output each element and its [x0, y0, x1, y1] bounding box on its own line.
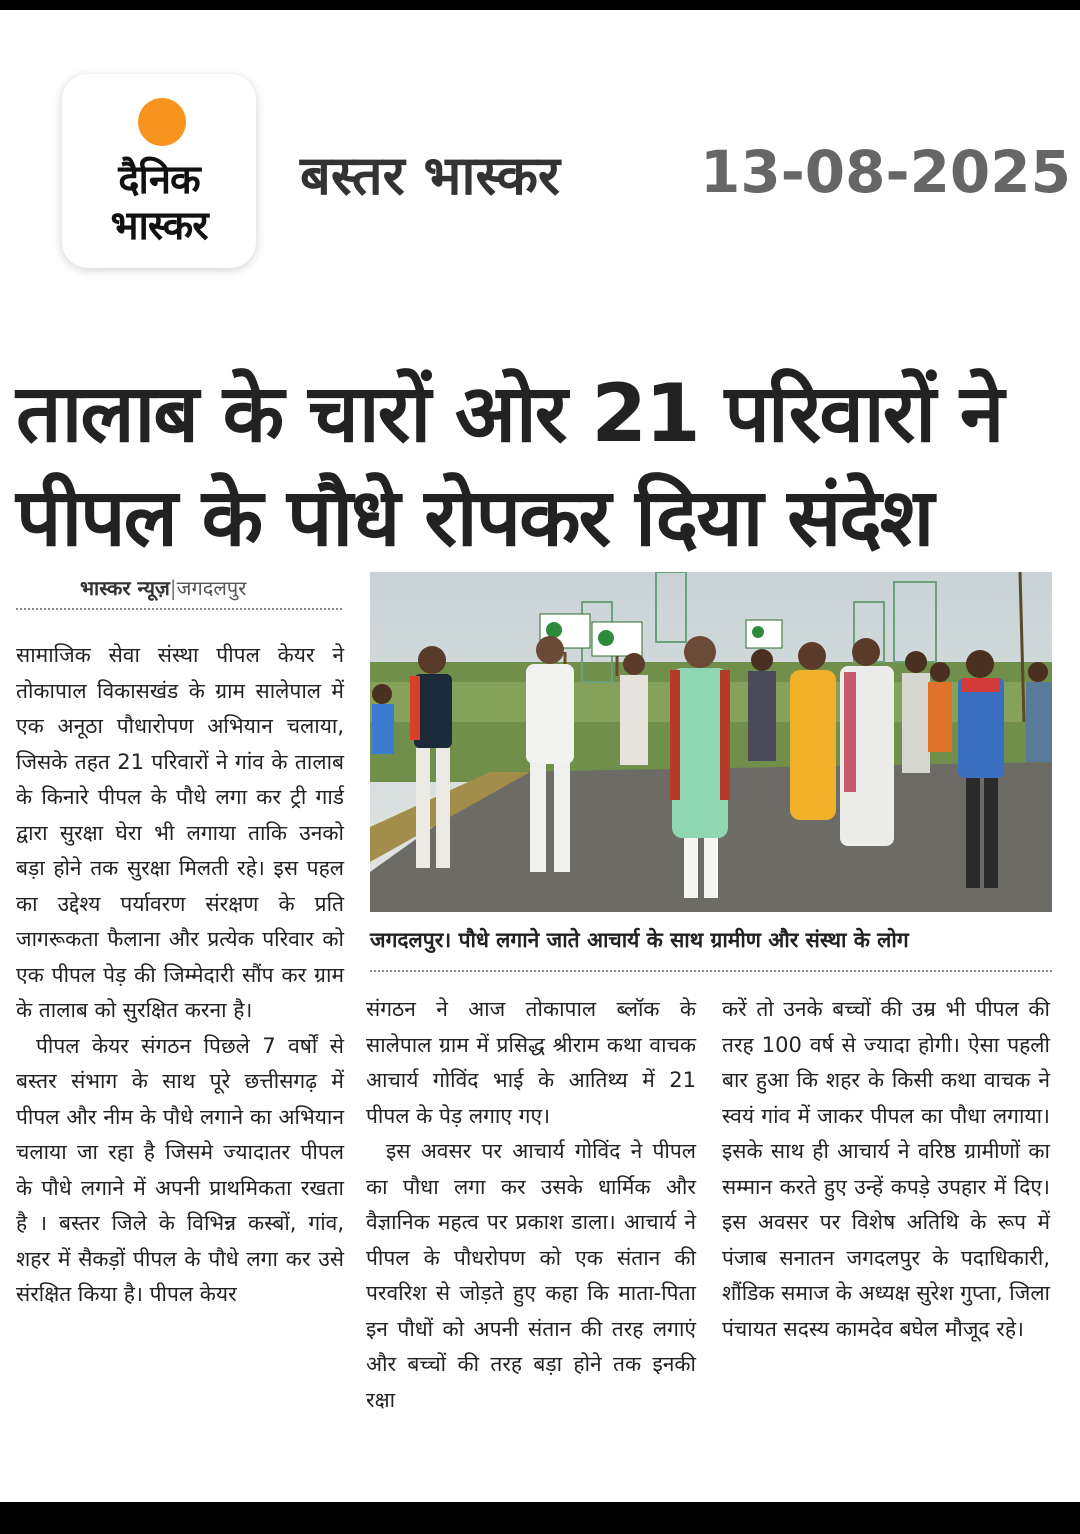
paragraph: संगठन ने आज तोकापाल ब्लॉक के सालेपाल ग्राम में प्रसिद्ध श्रीराम कथा वाचक आचार्य गोविंद भाई के आतिथ्य में 21 पीपल के पेड़ लगाए गए। — [366, 997, 696, 1128]
paragraph: सामाजिक सेवा संस्था पीपल केयर ने तोकापाल विकासखंड के ग्राम सालेपाल में एक अनूठा पौधारोपण अभियान चलाया, जिसके तहत 21 परिवारों ने गांव के तालाब के किनारे पीपल के पौधे लगा कर ट्री गार्ड द्वारा सुरक्षा घेरा भी लगाया ताकि उनको बड़ा होने तक सुरक्षा मिलती रहे। इस पहल का उद्देश्य पर्यावरण संरक्षण के प्रति जागरूकता फैलाना और प्रत्येक परिवार को एक पीपल पेड़ की जिम्मेदारी सौंप कर ग्राम के तालाब को सुरक्षित करना है। — [16, 643, 344, 1022]
photo-caption: जगदलपुर। पौधे लगाने जाते आचार्य के साथ ग्रामीण और संस्था के लोग — [370, 928, 909, 952]
dainik-bhaskar-logo — [62, 74, 256, 268]
article-headline — [16, 362, 1066, 570]
byline-source: भास्कर न्यूज़ — [80, 576, 170, 600]
byline-separator: | — [169, 576, 177, 600]
article-photo — [370, 572, 1052, 912]
edition-name: बस्तर भास्कर — [300, 144, 561, 207]
placard-sign-3 — [746, 620, 782, 648]
edition-date: 13-08-2025 — [700, 138, 1071, 206]
caption-divider — [370, 970, 1052, 972]
paragraph: इस अवसर पर आचार्य गोविंद ने पीपल का पौधा लगा कर उसके धार्मिक और वैज्ञानिक महत्व पर प्रकाश डाला। आचार्य ने पीपल के पौधरोपण को एक संतान की परवरिश से जोड़ते हुए कहा कि माता-पिता इन पौधों को अपनी संतान की तरह लगाएं और बच्चों की तरह बड़ा होने तक इनकी रक्षा — [366, 1139, 696, 1412]
paragraph: करें तो उनके बच्चों की उम्र भी पीपल की तरह 100 वर्ष से ज्यादा होगी। ऐसा पहली बार हुआ कि शहर के किसी कथा वाचक ने स्वयं गांव में जाकर पीपल का पौधा लगाया। इसके साथ ही आचार्य ने वरिष्ठ ग्रामीणों का सम्मान करते हुए उन्हें कपड़े उपहार में दिए। इस अवसर पर विशेष अतिथि के रूप में पंजाब सनातन जगदलपुर के पदाधिकारी, शौंडिक समाज के अध्यक्ष सुरेश गुप्ता, जिला पंचायत सदस्य कामदेव बघेल मौजूद रहे। — [722, 997, 1050, 1341]
article-column-left — [16, 638, 344, 1313]
headline-line2: पीपल के पौधे रोपकर दिया संदेश — [16, 471, 933, 564]
logo-text-line2: भास्कर — [110, 203, 208, 249]
sun-icon — [138, 98, 186, 146]
bottom-edge-bar — [0, 1502, 1080, 1534]
article-column-middle — [366, 992, 696, 1418]
logo-text-line1: दैनिक — [118, 157, 200, 203]
headline-line1: तालाब के चारों ओर 21 परिवारों ने — [16, 367, 1003, 460]
byline-place: जगदलपुर — [176, 576, 247, 600]
paragraph: पीपल केयर संगठन पिछले 7 वर्षों से बस्तर संभाग के साथ पूरे छत्तीसगढ़ में पीपल और नीम के पौधे लगाने का अभियान चलाया जा रहा है जिसमे ज्यादातर पीपल के पौधे लगाने में अपनी प्राथमिकता रखता है । बस्तर जिले के विभिन्न कस्बों, गांव, शहर में सैकड़ों पीपल के पौधे लगा कर उसे संरक्षित किया है। पीपल केयर — [16, 1033, 344, 1306]
photo-procession-illustration — [370, 572, 1052, 912]
article-column-right — [722, 992, 1050, 1347]
byline-divider — [16, 608, 342, 610]
byline — [80, 574, 246, 601]
top-edge-bar — [0, 0, 1080, 10]
